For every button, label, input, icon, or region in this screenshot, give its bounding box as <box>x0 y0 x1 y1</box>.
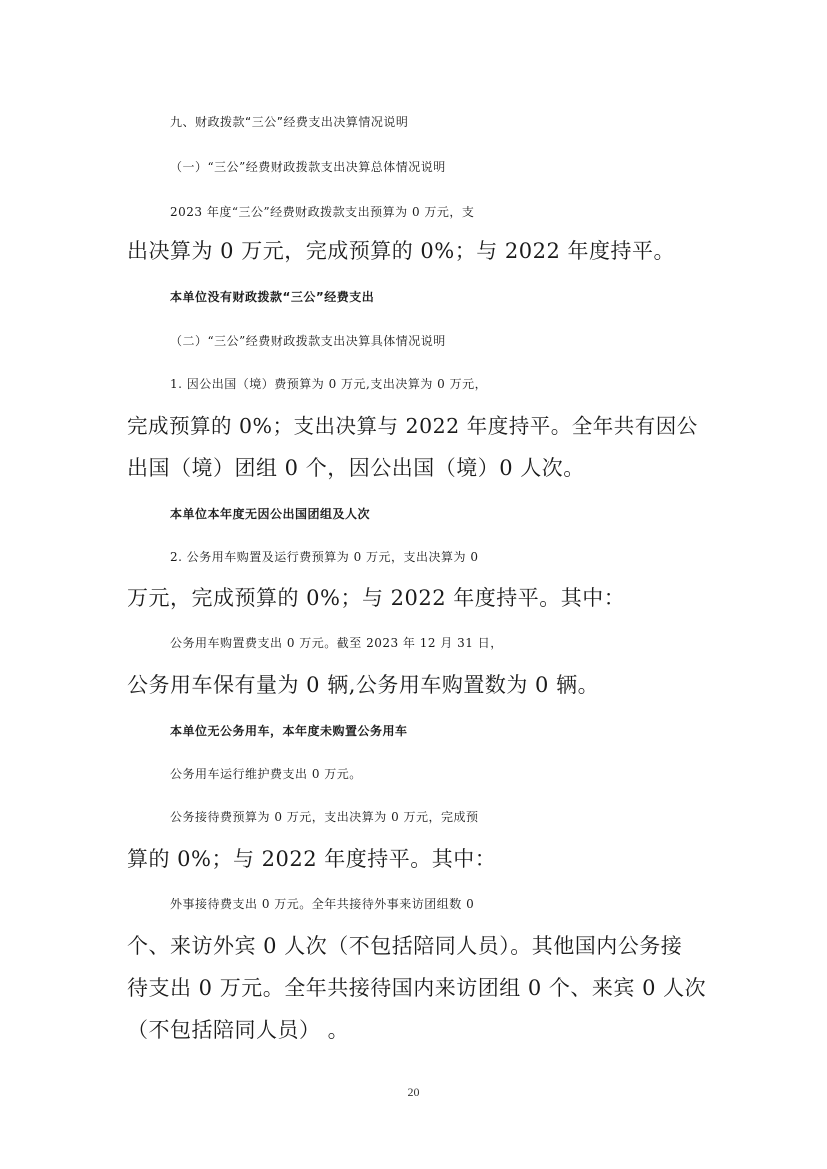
bold-note: 本单位本年度无因公出国团组及人次 <box>170 507 371 521</box>
paragraph-line: 公务用车运行维护费支出 0 万元。 <box>170 767 362 781</box>
bold-note: 本单位没有财政拨款“三公”经费支出 <box>170 290 375 304</box>
paragraph-line: 公务接待费预算为 0 万元，支出决算为 0 万元，完成预 <box>170 810 479 824</box>
paragraph-line: 2023 年度“三公”经费财政拨款支出预算为 0 万元，支 <box>170 205 475 219</box>
paragraph-line: 个、来访外宾 0 人次（不包括陪同人员）。其他国内公务接 <box>127 934 683 958</box>
subsection-title-1: （一）“三公”经费财政拨款支出决算总体情况说明 <box>170 160 446 174</box>
paragraph-line: 待支出 0 万元。全年共接待国内来访团组 0 个、来宾 0 人次 <box>127 976 707 1000</box>
subsection-title-2: （二）“三公”经费财政拨款支出决算具体情况说明 <box>170 334 446 348</box>
paragraph-line: 完成预算的 0%；支出决算与 2022 年度持平。全年共有因公 <box>127 414 698 438</box>
paragraph-line: 公务用车购置费支出 0 万元。截至 2023 年 12 月 31 日， <box>170 636 503 650</box>
paragraph-line: 1. 因公出国（境）费预算为 0 万元,支出决算为 0 万元， <box>170 377 488 391</box>
section-heading: 九、财政拨款“三公”经费支出决算情况说明 <box>170 115 409 129</box>
paragraph-line: （不包括陪同人员） 。 <box>127 1018 350 1042</box>
paragraph-line: 算的 0%；与 2022 年度持平。其中： <box>127 847 497 871</box>
bold-note: 本单位无公务用车，本年度未购置公务用车 <box>170 724 408 738</box>
paragraph-line: 万元，完成预算的 0%；与 2022 年度持平。其中： <box>127 586 626 610</box>
paragraph-line: 外事接待费支出 0 万元。全年共接待外事来访团组数 0 <box>170 897 475 911</box>
paragraph-line: 出国（境）团组 0 个，因公出国（境）0 人次。 <box>127 456 585 480</box>
paragraph-line: 出决算为 0 万元，完成预算的 0%；与 2022 年度持平。 <box>127 239 675 263</box>
paragraph-line: 公务用车保有量为 0 辆,公务用车购置数为 0 辆。 <box>127 673 600 697</box>
paragraph-line: 2. 公务用车购置及运行费预算为 0 万元，支出决算为 0 <box>170 550 479 564</box>
page-number: 20 <box>407 1085 420 1099</box>
